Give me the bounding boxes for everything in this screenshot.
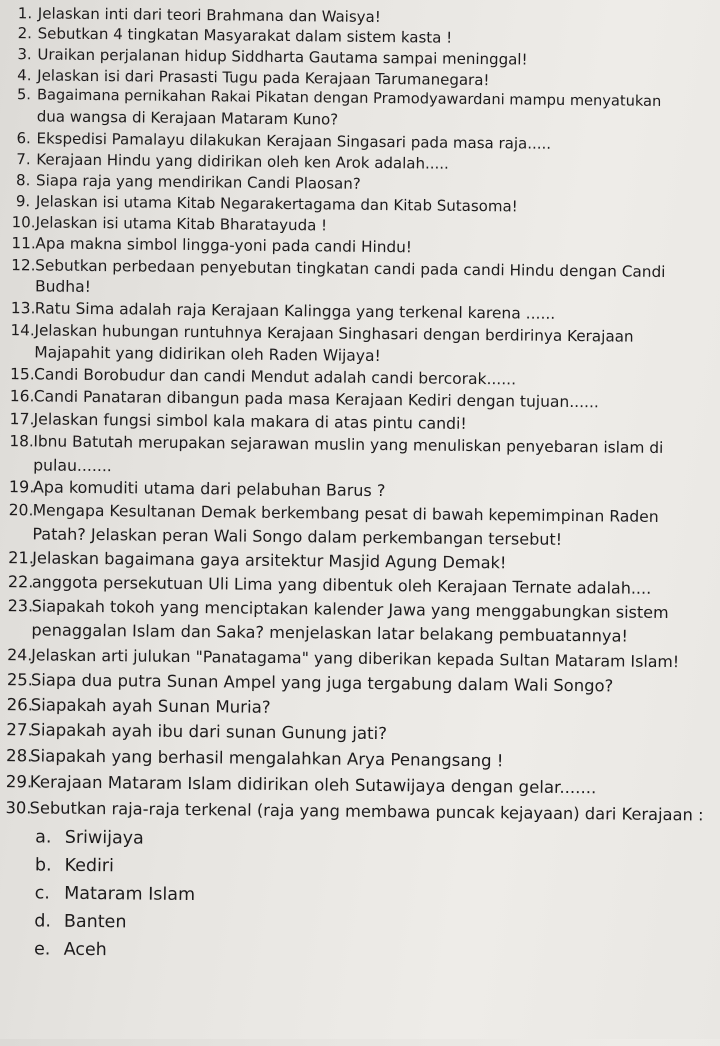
question-text: Uraikan perjalanan hidup Siddharta Gautama sampai meninggal! [37, 45, 528, 69]
option-letter: d. [34, 911, 52, 932]
question-text: Siapa raja yang mendirikan Candi Plaosan? [36, 171, 361, 193]
question-27 [6, 720, 387, 743]
option-text: Aceh [63, 939, 107, 961]
question-number: 16. [9, 387, 35, 406]
question-text: Jelaskan isi utama Kitab Bharatayuda ! [35, 213, 328, 235]
question-text: Siapakah tokoh yang menciptakan kalender Jawa yang menggabungkan sistem [31, 596, 669, 623]
question-number: 9. [15, 192, 31, 211]
question-number: 19. [8, 477, 35, 497]
question-3 [17, 45, 527, 68]
question-text: Jelaskan isi dari Prasasti Tugu pada Kerajaan Tarumanegara! [37, 66, 490, 90]
question-1 [18, 4, 381, 26]
question-23 [8, 596, 669, 622]
option-c [35, 883, 196, 905]
question-text: Candi Panataran dibangun pada masa Kerajaan Kediri dengan tujuan...... [33, 387, 599, 412]
question-number: 4. [17, 66, 32, 85]
question-text: Siapakah yang berhasil mengalahkan Arya Penangsang ! [29, 746, 504, 771]
question-28 [6, 746, 504, 770]
question-number: 22. [7, 572, 34, 592]
question-number: 15. [9, 365, 35, 384]
question-text: Siapakah ayah ibu dari sunan Gunung jati? [30, 720, 388, 744]
question-number: 24. [7, 645, 33, 665]
question-text: Ekspedisi Pamalayu dilakukan Kerajaan Singasari pada masa raja..... [36, 129, 552, 153]
question-7 [16, 150, 449, 173]
question-number: 30. [5, 798, 32, 818]
option-text: Banten [63, 911, 127, 933]
question-6 [16, 129, 551, 153]
question-number: 28. [5, 746, 33, 766]
question-text: Apa komuditi utama dari pelabuhan Barus ? [32, 477, 386, 501]
question-26 [7, 695, 271, 717]
option-text: Mataram Islam [64, 883, 196, 906]
option-text: Kediri [64, 855, 115, 877]
question-text: Ibnu Batutah merupakan sejarawan muslin yang menuliskan penyebaran islam di [33, 432, 664, 457]
option-letter: b. [34, 855, 52, 876]
question-number: 17. [9, 409, 35, 429]
option-letter: a. [35, 827, 52, 848]
question-number: 14. [10, 321, 35, 340]
option-a [35, 827, 144, 848]
question-20-continuation: Patah? Jelaskan peran Wali Songo dalam perkembangan tersebut! [32, 524, 563, 549]
option-b [35, 855, 114, 876]
question-text: Jelaskan isi utama Kitab Negarakertagama dan Kitab Sutasoma! [35, 192, 518, 216]
question-30 [5, 798, 703, 824]
question-13 [11, 299, 556, 323]
option-e [34, 939, 107, 960]
question-20 [9, 501, 659, 526]
question-text: Sebutkan 4 tingkatan Masyarakat dalam sistem kasta ! [37, 24, 453, 47]
question-4 [17, 66, 489, 89]
question-text: Sebutkan perbedaan penyebutan tingkatan candi pada candi Hindu dengan Candi [35, 256, 666, 281]
question-text: Mengapa Kesultanan Demak berkembang pesat di bawah kepemimpinan Raden [32, 501, 659, 526]
question-24 [7, 645, 679, 671]
question-text: Siapakah ayah Sunan Muria? [30, 695, 271, 717]
question-10 [12, 213, 328, 234]
question-number: 2. [17, 24, 33, 43]
question-text: Jelaskan hubungan runtuhnya Kerajaan Singhasari dengan berdirinya Kerajaan [34, 321, 634, 346]
question-14-continuation: Majapahit yang didirikan oleh Raden Wijaya! [34, 343, 381, 366]
question-text: anggota persekutuan Uli Lima yang dibentuk oleh Kerajaan Ternate adalah.... [31, 572, 652, 598]
question-number: 6. [16, 129, 31, 148]
question-text: Jelaskan bagaimana gaya arsitektur Masjid Agung Demak! [32, 548, 507, 573]
question-number: 1. [17, 4, 33, 23]
question-number: 23. [7, 596, 34, 616]
question-text: Bagaimana pernikahan Rakai Pikatan dengan Pramodyawardani mampu menyatukan [36, 86, 662, 110]
question-23-continuation: penaggalan Islam dan Saka? menjelaskan latar belakang pembuatannya! [31, 620, 629, 646]
question-19 [9, 477, 386, 500]
question-number: 21. [8, 548, 35, 568]
question-number: 13. [10, 299, 36, 318]
question-number: 26. [6, 695, 34, 715]
question-16 [10, 387, 599, 411]
question-12-continuation: Budha! [34, 277, 91, 296]
question-number: 5. [16, 86, 32, 104]
question-number: 7. [16, 150, 31, 169]
question-text: Siapa dua putra Sunan Ampel yang juga tergabung dalam Wali Songo? [30, 670, 614, 696]
question-text: Kerajaan Hindu yang didirikan oleh ken Arok adalah..... [36, 150, 449, 173]
question-text: Jelaskan fungsi simbol kala makara di atas pintu candi! [33, 409, 467, 433]
question-number: 20. [8, 501, 34, 520]
question-21 [8, 548, 507, 572]
question-25 [7, 670, 614, 695]
option-text: Sriwijaya [64, 827, 144, 849]
question-5-continuation: dua wangsa di Kerajaan Mataram Kuno? [36, 107, 339, 129]
question-text: Sebutkan raja-raja terkenal (raja yang membawa puncak kejayaan) dari Kerajaan : [29, 798, 704, 825]
question-15 [10, 365, 516, 388]
question-number: 10. [11, 213, 36, 232]
question-2 [18, 24, 453, 47]
question-text: Apa makna simbol lingga-yoni pada candi Hindu! [35, 234, 413, 257]
question-number: 12. [11, 256, 36, 275]
option-d [34, 911, 126, 932]
question-5 [17, 86, 661, 110]
question-14 [10, 321, 633, 346]
question-text: Ratu Sima adalah raja Kerajaan Kalingga yang terkenal karena ...... [34, 299, 556, 323]
question-29 [6, 772, 597, 797]
option-letter: e. [33, 939, 51, 960]
question-number: 25. [6, 670, 34, 690]
question-number: 29. [5, 772, 33, 792]
question-number: 3. [17, 45, 32, 64]
question-number: 11. [11, 234, 36, 253]
question-22 [8, 572, 652, 598]
question-18 [9, 432, 663, 457]
question-text: Jelaskan inti dari teori Brahmana dan Waisya! [37, 4, 381, 26]
question-text: Jelaskan arti julukan "Panatagama" yang diberikan kepada Sultan Mataram Islam! [31, 645, 680, 672]
question-text: Candi Borobudur dan candi Mendut adalah candi bercorak...... [33, 365, 517, 389]
option-letter: c. [34, 883, 50, 904]
question-12 [11, 256, 665, 281]
question-number: 18. [9, 432, 34, 451]
question-number: 8. [16, 171, 31, 190]
question-18-continuation: pulau....... [33, 455, 112, 476]
question-number: 27. [6, 720, 33, 740]
question-11 [11, 234, 412, 256]
question-17 [10, 409, 467, 433]
question-9 [16, 192, 518, 215]
question-8 [16, 171, 361, 193]
question-text: Kerajaan Mataram Islam didirikan oleh Sutawijaya dengan gelar....... [29, 772, 597, 798]
